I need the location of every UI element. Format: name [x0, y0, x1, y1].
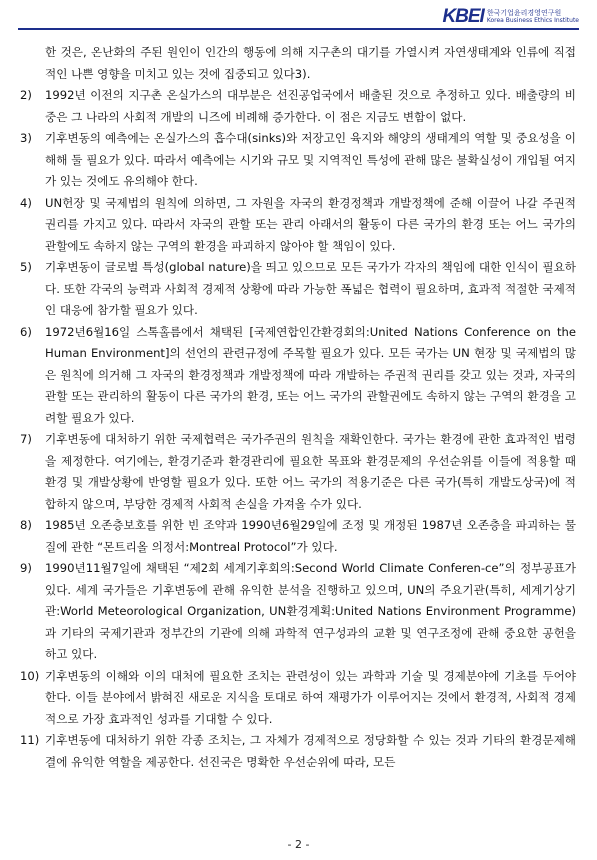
document-body: [20, 42, 576, 773]
paragraph-text: 기후변동의 이해와 이의 대처에 필요한 조치는 관련성이 있는 과학과 기술 및 경제분야에 기초를 두어야 한다. 이들 분야에서 밝혀진 새로운 지식을 토대로 하여 재평가가 이루어지는 것에서 환경적, 사회적 경제적으로 가장 효과적인 성과를 기대할 수 있다.: [45, 668, 576, 726]
paragraph: [20, 193, 576, 258]
logo-text: [487, 9, 579, 25]
paragraph: [20, 558, 576, 666]
paragraph-number: 5): [20, 260, 32, 274]
header-divider: [18, 28, 579, 30]
kbei-logo: KBEI: [442, 6, 484, 27]
paragraph-number: 2): [20, 88, 32, 102]
paragraph-number: 11): [20, 733, 40, 747]
paragraph-text: 기후변동이 글로벌 특성(global nature)을 띄고 있으므로 모든 국가가 각자의 책임에 대한 인식이 필요하다. 또한 각국의 능력과 사회적 경제적 상황에 따라 가능한 폭넓은 협력이 필요하며, 효과적 적절한 국제적인 대응에 참가할 필요가 있다.: [45, 260, 576, 317]
paragraph: [20, 322, 576, 430]
paragraph: [20, 429, 576, 515]
paragraph-text: 기후변동에 대처하기 위한 각종 조치는, 그 자체가 경제적으로 정당화할 수 있는 것과 기타의 환경문제해결에 유익한 역할을 제공한다. 선진국은 명확한 우선순위에 따라, 모든: [45, 733, 576, 769]
paragraph: [20, 515, 576, 558]
page-number: - 2 -: [287, 838, 310, 851]
paragraph-number: 3): [20, 131, 32, 145]
paragraph: [20, 257, 576, 322]
paragraph: [20, 128, 576, 193]
paragraph-text: 1985년 오존층보호를 위한 빈 조약과 1990년6월29일에 조정 및 개정된 1987년 오존층을 파괴하는 물질에 관한 “몬트리올 의정서:Montreal Protocol”가 있다.: [45, 518, 576, 554]
paragraph-text: 한 것은, 온난화의 주된 원인이 인간의 행동에 의해 지구촌의 대기를 가열시켜 자연생태계와 인류에 직접적인 나쁜 영향을 미치고 있는 것에 집중되고 있다3).: [45, 45, 576, 81]
paragraph-text: 1992년 이전의 지구촌 온실가스의 대부분은 선진공업국에서 배출된 것으로 추정하고 있다. 배출량의 비중은 그 나라의 사회적 개발의 니즈에 비례해 증가한다. 이 점은 지금도 변함이 없다.: [45, 88, 576, 124]
paragraph: [20, 42, 576, 85]
paragraph: [20, 730, 576, 773]
paragraph-text: 1972년6월16일 스톡홀름에서 채택된 [국제연합인간환경회의:United Nations Conference on the Human Environment]의 선언의 관련규정에 주목할 필요가 있다. 모든 국가는 UN 현장 및 국제법의 많은 원칙에 의거해 그 자국의 환경정책과 개발정책에 따라 개발하는 주권적 권리를 갖고 있는 것과, 자국의 관할 또는 관리하의 활동이 다른 국가의 환경, 또는 어느 국가의 관할권에도 속하지 않는 구역의 환경을 고려할 필요가 있다.: [45, 324, 576, 425]
paragraph-number: 6): [20, 324, 32, 339]
logo-korean-name: 한국기업윤리경영연구원: [486, 9, 562, 17]
page-header: [442, 6, 579, 28]
paragraph-number: 9): [20, 561, 32, 575]
logo-english-name: Korea Business Ethics Institute: [486, 17, 579, 24]
paragraph-text: UN헌장 및 국제법의 원칙에 의하면, 그 자원을 자국의 환경정책과 개발정책에 준해 이끌어 나갈 주권적 권리를 가지고 있다. 따라서 자국의 관할 또는 관리 아래서의 활동이 다른 국가의 환경 또는 어느 국가의 관할에도 속하지 않는 구역의 환경을 파괴하지 않아야 할 책임이 있다.: [45, 195, 576, 253]
paragraph-number: 4): [20, 195, 32, 210]
paragraph: [20, 666, 576, 731]
paragraph-number: 8): [20, 518, 32, 532]
paragraph-text: 기후변동에 대처하기 위한 국제협력은 국가주권의 원칙을 재확인한다. 국가는 환경에 관한 효과적인 법령을 제정한다. 여기에는, 환경기준과 환경관리에 필요한 목표와 환경문제의 우선순위를 이들에 적용할 때 환경 및 개발상황에 반영할 필요가 있다. 또한 어느 국가의 적용기준은 다른 국가(특히 개발도상국)에 적합하지 않으며, 부당한 경제적 사회적 손실을 가져올 수가 있다.: [45, 432, 576, 511]
paragraph-text: 1990년11월7일에 채택된 “제2회 세계기후회의:Second World Climate Conferen-ce”의 정부공표가 있다. 세계 국가들은 기후변동에 관해 유익한 분석을 진행하고 있으며, UN의 주요기관(특히, 세계기상기관:World Meteorological Organization, UN환경계획:United Nations Environment Programme)과 기타의 국제기관과 정부간의 기관에 의해 과학적 연구성과의 교환 및 연구조정에 관해 중요한 공헌을 하고 있다.: [45, 561, 576, 661]
paragraph: [20, 85, 576, 128]
paragraph-number: 10): [20, 668, 40, 683]
paragraph-text: 기후변동의 예측에는 온실가스의 흡수대(sinks)와 저장고인 육지와 해양의 생태계의 역할 및 중요성을 이해해 둘 필요가 있다. 따라서 예측에는 시기와 규모 및 지역적인 특성에 관해 많은 불확실성이 개입될 여지가 있는 것에도 유의해야 한다.: [45, 131, 576, 188]
paragraph-number: 7): [20, 432, 32, 446]
